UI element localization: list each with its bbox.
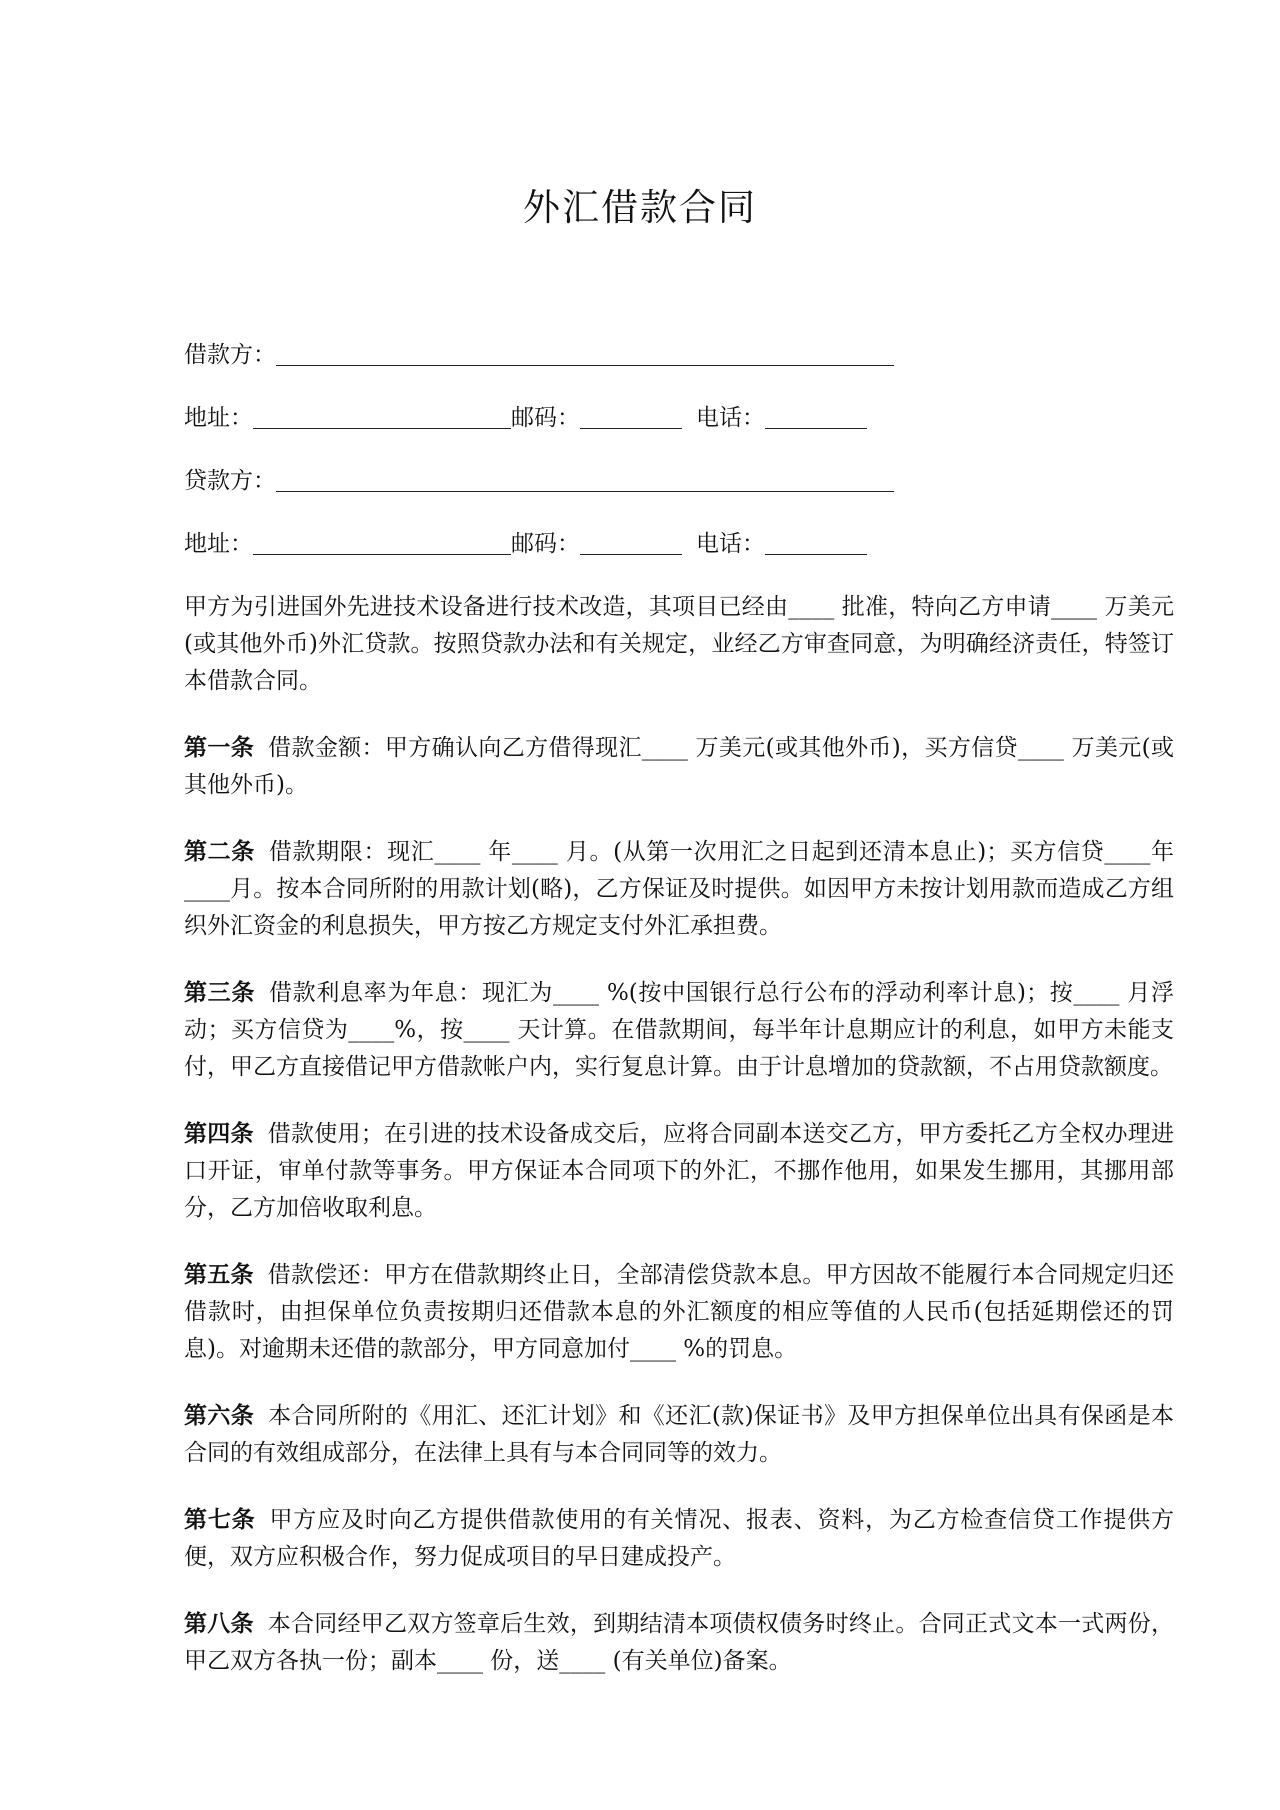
article-text: 本合同所附的《用汇、还汇计划》和《还汇(款)保证书》及甲方担保单位出具有保函是本合同的有效组成部分，在法律上具有与本合同同等的效力。 [184,1403,1174,1466]
article-text: 借款期限：现汇____ 年____ 月。(从第一次用汇之日起到还清本息止)；买方信贷____年____月。按本合同所附的用款计划(略)，乙方保证及时提供。如因甲方未按计划用款而造成乙方组织外汇资金的利息损失，甲方按乙方规定支付外汇承担费。 [184,839,1174,939]
article-text: 借款使用；在引进的技术设备成交后，应将合同副本送交乙方，甲方委托乙方全权办理进口开证，审单付款等事务。甲方保证本合同项下的外汇，不挪作他用，如果发生挪用，其挪用部分，乙方加倍收取利息。 [184,1121,1175,1221]
article-4 [184,1115,1174,1227]
article-heading: 第二条 [184,838,255,865]
article-3 [184,974,1174,1086]
borrower-label: 借款方： [184,342,276,368]
article-text: 借款金额：甲方确认向乙方借得现汇____ 万美元(或其他外币)，买方信贷____ 万美元(或其他外币)。 [184,735,1175,798]
article-heading: 第四条 [184,1120,254,1147]
article-heading: 第八条 [184,1610,254,1637]
article-text: 本合同经甲乙双方签章后生效，到期结清本项债权债务时终止。合同正式文本一式两份，甲乙双方各执一份；副本____ 份，送____ (有关单位)备案。 [184,1611,1175,1674]
document-title: 外汇借款合同 [523,186,757,229]
lender-line [184,463,1174,500]
article-heading: 第七条 [184,1506,256,1533]
borrower-address-blank [253,403,511,429]
document-body [184,337,1174,1709]
article-text: 借款偿还：甲方在借款期终止日，全部清偿贷款本息。甲方因故不能履行本合同规定归还借款时，由担保单位负责按期归还借款本息的外汇额度的相应等值的人民币(包括延期偿还的罚息)。对逾期未还借的款部分，甲方同意加付____ %的罚息。 [184,1262,1175,1362]
article-6 [184,1397,1174,1472]
article-heading: 第三条 [184,979,255,1006]
article-heading: 第一条 [184,734,255,761]
borrower-postcode-label: 邮码： [511,405,580,431]
borrower-blank [276,340,894,366]
article-5 [184,1256,1174,1368]
borrower-phone-blank [765,403,867,429]
article-heading: 第五条 [184,1261,254,1288]
borrower-line [184,337,1174,374]
lender-address-label: 地址： [184,531,253,557]
article-heading: 第六条 [184,1402,255,1429]
lender-contact-line [184,526,1174,563]
article-7 [184,1501,1174,1576]
article-2 [184,833,1174,945]
lender-phone-label: 电话： [696,531,765,557]
lender-postcode-blank [580,529,682,555]
article-text: 借款利息率为年息：现汇为____ %(按中国银行总行公布的浮动利率计息)；按____ 月浮动；买方信贷为____%，按____ 天计算。在借款期间，每半年计息期应计的利息，如甲方未能支付，甲乙方直接借记甲方借款帐户内，实行复息计算。由于计息增加的贷款额，不占用贷款额度。 [184,980,1174,1080]
article-8 [184,1605,1174,1680]
borrower-postcode-blank [580,403,682,429]
lender-postcode-label: 邮码： [511,531,580,557]
borrower-address-label: 地址： [184,405,253,431]
borrower-phone-label: 电话： [696,405,765,431]
preamble-paragraph: 甲方为引进国外先进技术设备进行技术改造，其项目已经由____ 批准，特向乙方申请____ 万美元(或其他外币)外汇贷款。按照贷款办法和有关规定，业经乙方审查同意，为明确经济责任，特签订本借款合同。 [184,594,1174,694]
lender-phone-blank [765,529,867,555]
article-text: 甲方应及时向乙方提供借款使用的有关情况、报表、资料，为乙方检查信贷工作提供方便，双方应积极合作，努力促成项目的早日建成投产。 [184,1507,1175,1570]
lender-address-blank [253,529,511,555]
article-1 [184,729,1174,804]
lender-blank [276,466,894,492]
lender-label: 贷款方： [184,468,276,494]
borrower-contact-line [184,400,1174,437]
